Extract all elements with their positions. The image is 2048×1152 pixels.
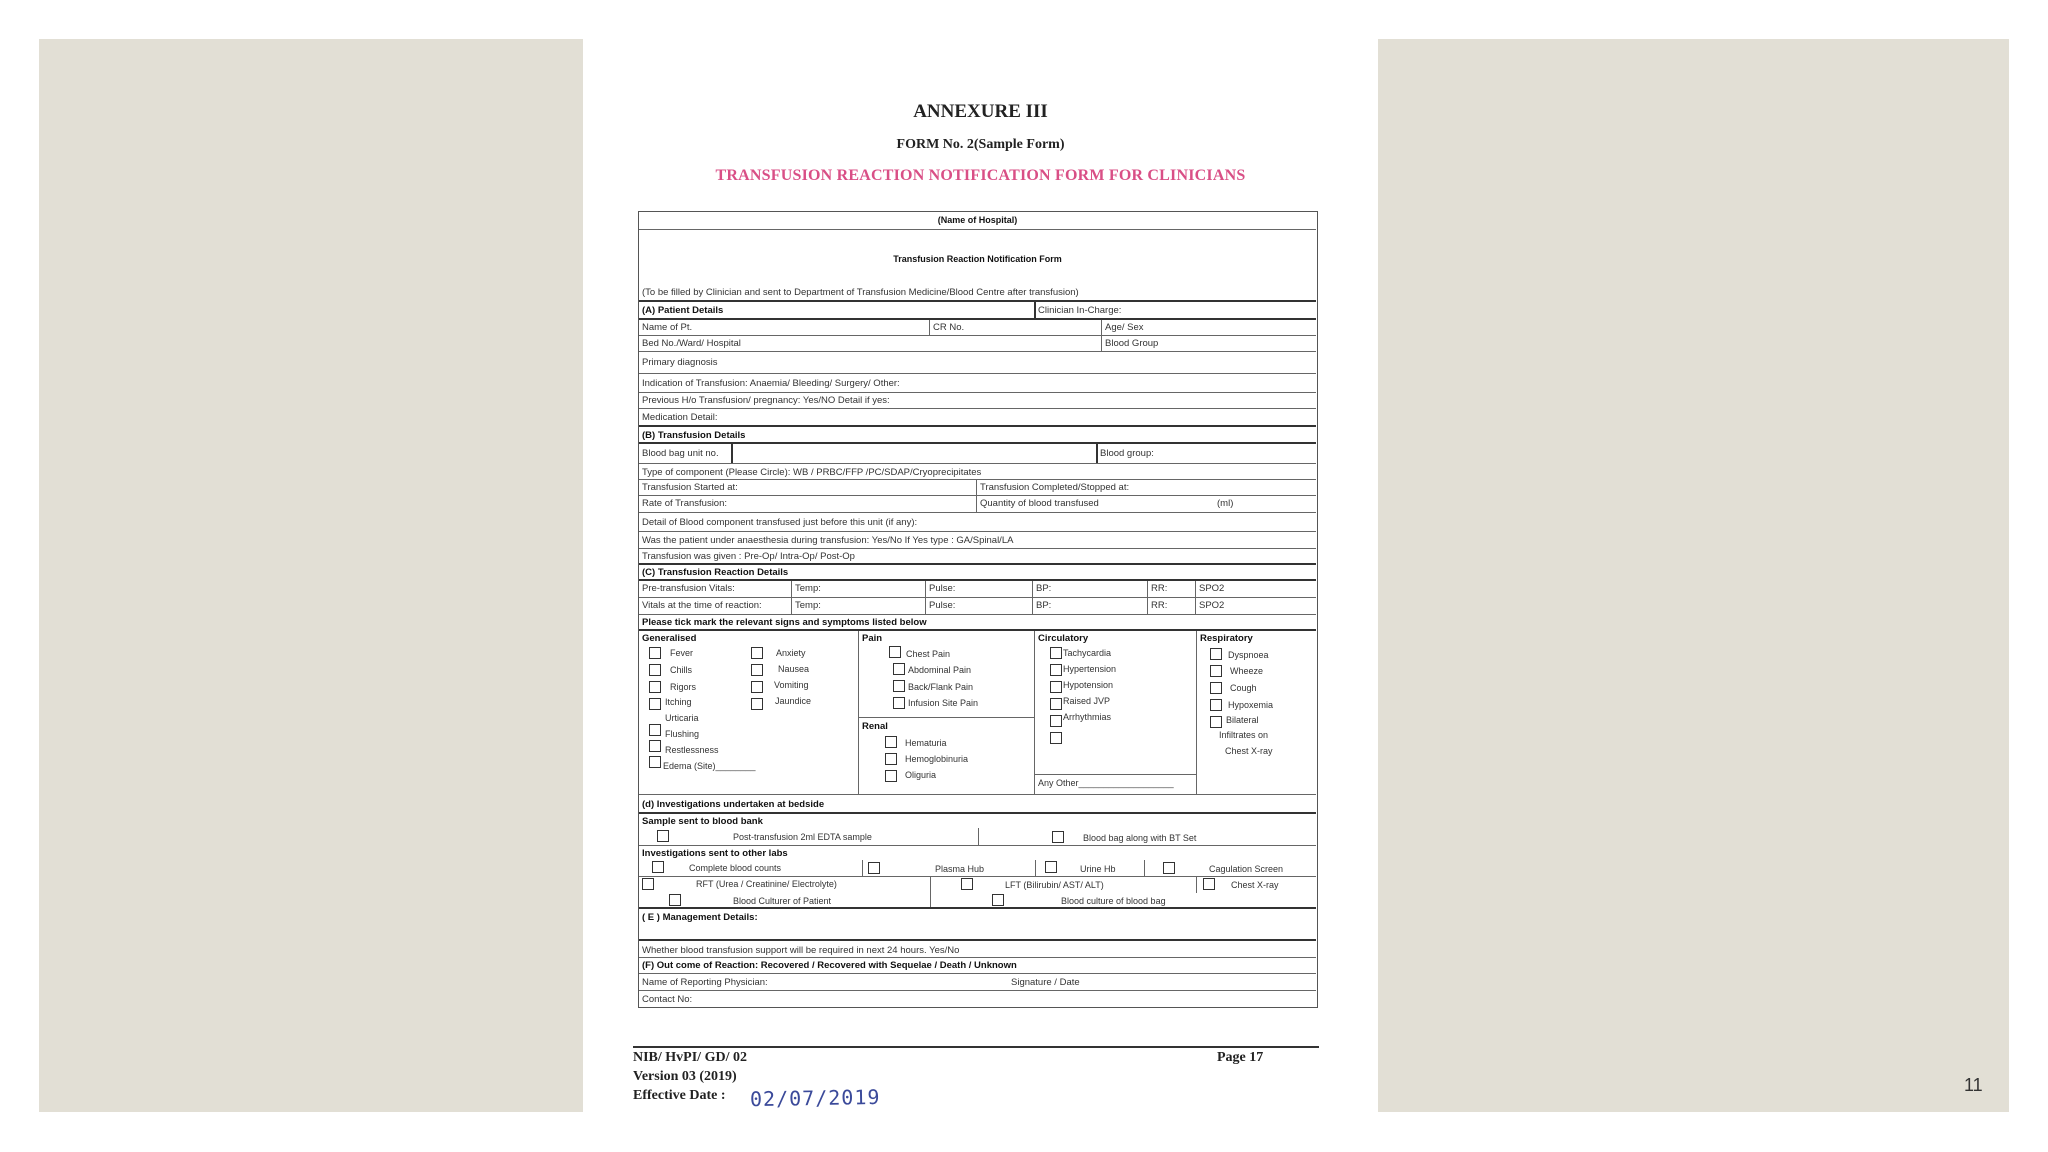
respiratory-header: Respiratory xyxy=(1200,633,1253,644)
temp-label: Temp: xyxy=(795,583,821,594)
abdominal-pain-checkbox[interactable] xyxy=(893,663,905,675)
bag-along-label: Blood bag along with BT Set xyxy=(1083,833,1197,843)
hematuria-checkbox[interactable] xyxy=(885,736,897,748)
hemoglobinuria-label: Hemoglobinuria xyxy=(905,754,969,764)
bag-unit-row xyxy=(639,444,1316,464)
any-other-divider xyxy=(1034,774,1196,775)
pre-vitals-row xyxy=(639,581,1316,598)
jaundice-checkbox[interactable] xyxy=(751,698,763,710)
chest-pain-label: Chest Pain xyxy=(906,649,951,659)
flushing-checkbox[interactable] xyxy=(649,724,661,736)
footer-rule xyxy=(633,1046,1319,1048)
quantity-label: Quantity of blood transfused xyxy=(980,498,1099,509)
management-row xyxy=(639,909,1316,941)
rr-label: RR: xyxy=(1151,600,1168,611)
age-sex-label: Age/ Sex xyxy=(1105,322,1144,333)
support-label: Whether blood transfusion support will be required in next 24 hours. Yes/No xyxy=(642,945,960,956)
divider xyxy=(1096,444,1098,463)
signature-label: Signature / Date xyxy=(1011,977,1080,988)
culture-bag-checkbox[interactable] xyxy=(992,894,1004,906)
arrhythmias-label: Arrhythmias xyxy=(1063,712,1112,722)
bag-group-label: Blood group: xyxy=(1100,448,1154,459)
cough-checkbox[interactable] xyxy=(1210,682,1222,694)
tick-note: Please tick mark the relevant signs and symptoms listed below xyxy=(642,617,927,628)
sample-sent-label: Sample sent to blood bank xyxy=(642,816,763,827)
contact-label: Contact No: xyxy=(642,994,693,1005)
spo2-label: SPO2 xyxy=(1199,583,1225,594)
given-label: Transfusion was given : Pre-Op/ Intra-Op/ Post-Op xyxy=(642,551,855,562)
restlessness-label: Restlessness xyxy=(665,745,719,755)
hospital-row xyxy=(639,212,1316,230)
anxiety-label: Anxiety xyxy=(776,648,806,658)
post-sample-label: Post-transfusion 2ml EDTA sample xyxy=(733,832,872,842)
edema-checkbox[interactable] xyxy=(649,756,661,768)
vomiting-checkbox[interactable] xyxy=(751,681,763,693)
divider xyxy=(1032,581,1033,597)
started-label: Transfusion Started at: xyxy=(642,482,738,493)
bp-label: BP: xyxy=(1036,583,1052,594)
divider xyxy=(1144,860,1145,876)
circulatory-other-checkbox[interactable] xyxy=(1050,732,1062,744)
urine-hb-label: Urine Hb xyxy=(1080,864,1116,874)
cough-label: Cough xyxy=(1230,683,1257,693)
sample-sent-row xyxy=(639,814,1316,828)
bed-label: Bed No./Ward/ Hospital xyxy=(642,338,741,349)
given-row xyxy=(639,549,1316,565)
form-number: FORM No. 2(Sample Form) xyxy=(896,137,1065,152)
divider xyxy=(929,320,930,335)
page-number: Page 17 xyxy=(1217,1050,1264,1065)
divider xyxy=(976,496,977,512)
ml-label: (ml) xyxy=(1217,498,1234,509)
cxr-checkbox[interactable] xyxy=(1203,878,1215,890)
rft-label: RFT (Urea / Creatinine/ Electrolyte) xyxy=(696,879,837,889)
renal-header: Renal xyxy=(862,721,888,732)
nausea-label: Nausea xyxy=(778,664,810,674)
chest-pain-checkbox[interactable] xyxy=(889,646,901,658)
labs-row-1 xyxy=(639,860,1316,877)
fever-checkbox[interactable] xyxy=(649,647,661,659)
rate-row xyxy=(639,496,1316,513)
bag-unit-label: Blood bag unit no. xyxy=(642,448,719,459)
bag-along-checkbox[interactable] xyxy=(1052,831,1064,843)
anaesthesia-row xyxy=(639,532,1316,549)
form-subtitle: Transfusion Reaction Notification Form xyxy=(893,254,1062,264)
divider xyxy=(1034,631,1035,794)
document-page xyxy=(583,39,1378,1112)
tick-note-row xyxy=(639,615,1316,631)
instruction-text: (To be filled by Clinician and sent to Department of Transfusion Medicine/Blood Centre after transfusion) xyxy=(642,287,1079,298)
rate-label: Rate of Transfusion: xyxy=(642,498,728,509)
anxiety-checkbox[interactable] xyxy=(751,647,763,659)
reaction-vitals-row xyxy=(639,598,1316,615)
labs-row-2 xyxy=(639,877,1316,893)
pre-vitals-label: Pre-transfusion Vitals: xyxy=(642,583,735,594)
bilateral-label: Bilateral xyxy=(1226,715,1259,725)
rigors-checkbox[interactable] xyxy=(649,681,661,693)
divider xyxy=(1147,581,1148,597)
physician-row xyxy=(639,974,1316,991)
chills-label: Chills xyxy=(670,665,693,675)
divider xyxy=(930,893,931,907)
divider xyxy=(1196,631,1197,794)
sample-items-row xyxy=(639,828,1316,846)
itching-label: Itching xyxy=(665,697,692,707)
left-background-panel xyxy=(39,39,583,1112)
arrhythmias-checkbox[interactable] xyxy=(1050,715,1062,727)
other-labs-label: Investigations sent to other labs xyxy=(642,848,788,859)
tachycardia-label: Tachycardia xyxy=(1063,648,1112,658)
blood-group-label: Blood Group xyxy=(1105,338,1159,349)
divider xyxy=(1101,320,1102,335)
spo2-label: SPO2 xyxy=(1199,600,1225,611)
culture-patient-checkbox[interactable] xyxy=(669,894,681,906)
culture-bag-label: Blood culture of blood bag xyxy=(1061,896,1166,906)
section-a-header: (A) Patient Details xyxy=(642,305,724,316)
lft-checkbox[interactable] xyxy=(961,878,973,890)
divider xyxy=(1034,302,1036,318)
section-f-header: (F) Out come of Reaction: Recovered / Recovered with Sequelae / Death / Unknown xyxy=(642,960,1017,971)
divider xyxy=(1196,877,1197,893)
started-row xyxy=(639,480,1316,496)
transfusion-details-header-row xyxy=(639,427,1316,444)
rigors-label: Rigors xyxy=(670,682,697,692)
fever-label: Fever xyxy=(670,648,694,658)
back-pain-checkbox[interactable] xyxy=(893,680,905,692)
divider xyxy=(925,581,926,597)
bilateral-infiltrates-checkbox[interactable] xyxy=(1210,716,1222,728)
medication-label: Medication Detail: xyxy=(642,412,718,423)
previous-transfusion-label: Previous H/o Transfusion/ pregnancy: Yes/NO Detail if yes: xyxy=(642,395,890,406)
restlessness-checkbox[interactable] xyxy=(649,740,661,752)
hypoxemia-label: Hypoxemia xyxy=(1228,700,1274,710)
nausea-checkbox[interactable] xyxy=(751,664,763,676)
clinician-label: Clinician In-Charge: xyxy=(1038,305,1122,316)
oliguria-label: Oliguria xyxy=(905,770,937,780)
divider xyxy=(978,828,979,845)
hypotension-checkbox[interactable] xyxy=(1050,681,1062,693)
instruction-row xyxy=(639,230,1316,302)
divider xyxy=(976,480,977,495)
right-background-panel xyxy=(1378,39,2009,1112)
circulatory-header: Circulatory xyxy=(1038,633,1089,644)
divider xyxy=(1195,598,1196,614)
divider xyxy=(1101,336,1102,351)
medication-row xyxy=(639,409,1316,427)
document-version: Version 03 (2019) xyxy=(633,1069,737,1084)
effective-date-label: Effective Date : xyxy=(633,1088,726,1103)
support-row xyxy=(639,941,1316,958)
generalised-header: Generalised xyxy=(642,633,697,644)
section-c-header: (C) Transfusion Reaction Details xyxy=(642,567,789,578)
coag-label: Cagulation Screen xyxy=(1209,864,1284,874)
component-row xyxy=(639,464,1316,480)
contact-row xyxy=(639,991,1316,1007)
urticaria-label: Urticaria xyxy=(665,713,699,723)
section-e-header: ( E ) Management Details: xyxy=(642,912,758,923)
indication-label: Indication of Transfusion: Anaemia/ Bleeding/ Surgery/ Other: xyxy=(642,378,900,389)
hematuria-label: Hematuria xyxy=(905,738,947,748)
back-pain-label: Back/Flank Pain xyxy=(908,682,974,692)
effective-date-handwritten: 02/07/2019 xyxy=(749,1084,881,1112)
abdominal-pain-label: Abdominal Pain xyxy=(908,665,972,675)
chest-xray-label: Chest X-ray xyxy=(1225,746,1273,756)
physician-label: Name of Reporting Physician: xyxy=(642,977,768,988)
previous-component-row xyxy=(639,513,1316,532)
outcome-row xyxy=(639,958,1316,974)
cbc-checkbox[interactable] xyxy=(652,861,664,873)
hypertension-checkbox[interactable] xyxy=(1050,664,1062,676)
vomiting-label: Vomiting xyxy=(774,680,809,690)
patient-name-label: Name of Pt. xyxy=(642,322,693,333)
plasma-hb-checkbox[interactable] xyxy=(868,862,880,874)
bp-label: BP: xyxy=(1036,600,1052,611)
symptoms-grid xyxy=(639,631,1316,795)
divider xyxy=(1195,581,1196,597)
rr-label: RR: xyxy=(1151,583,1168,594)
lft-label: LFT (Bilirubin/ AST/ ALT) xyxy=(1005,880,1104,890)
hospital-name: (Name of Hospital) xyxy=(937,215,1018,225)
any-other-label: Any Other___________________ xyxy=(1038,778,1174,788)
oliguria-checkbox[interactable] xyxy=(885,770,897,782)
temp-label: Temp: xyxy=(795,600,821,611)
patient-details-header-row xyxy=(639,302,1316,320)
itching-checkbox[interactable] xyxy=(649,698,661,710)
section-b-header: (B) Transfusion Details xyxy=(642,430,746,441)
slide-number: 11 xyxy=(1964,1075,1983,1095)
jaundice-label: Jaundice xyxy=(775,696,812,706)
wheeze-label: Wheeze xyxy=(1230,666,1264,676)
section-d-header: (d) Investigations undertaken at bedside xyxy=(642,799,825,810)
urine-hb-checkbox[interactable] xyxy=(1045,861,1057,873)
divider xyxy=(930,877,931,893)
cr-no-label: CR No. xyxy=(933,322,965,333)
other-labs-row xyxy=(639,846,1316,860)
divider xyxy=(925,598,926,614)
pulse-label: Pulse: xyxy=(929,600,956,611)
hypotension-label: Hypotension xyxy=(1063,680,1114,690)
post-sample-checkbox[interactable] xyxy=(657,830,669,842)
cbc-label: Complete blood counts xyxy=(689,863,782,873)
flushing-label: Flushing xyxy=(665,729,700,739)
hemoglobinuria-checkbox[interactable] xyxy=(885,753,897,765)
reaction-vitals-label: Vitals at the time of reaction: xyxy=(642,600,762,611)
edema-label: Edema (Site)________ xyxy=(663,761,756,771)
dyspnoea-label: Dyspnoea xyxy=(1228,650,1269,660)
divider xyxy=(791,598,792,614)
hypertension-label: Hypertension xyxy=(1063,664,1117,674)
anaesthesia-label: Was the patient under anaesthesia during transfusion: Yes/No If Yes type : GA/Spinal/LA xyxy=(642,535,1014,546)
divider xyxy=(791,581,792,597)
chills-checkbox[interactable] xyxy=(649,664,661,676)
renal-divider xyxy=(858,717,1034,718)
divider xyxy=(858,631,859,794)
investigations-header-row xyxy=(639,795,1316,814)
raised-jvp-label: Raised JVP xyxy=(1063,696,1111,706)
diagnosis-label: Primary diagnosis xyxy=(642,357,718,368)
dyspnoea-checkbox[interactable] xyxy=(1210,648,1222,660)
completed-label: Transfusion Completed/Stopped at: xyxy=(980,482,1130,493)
culture-patient-label: Blood Culturer of Patient xyxy=(733,896,832,906)
name-row xyxy=(639,320,1316,336)
divider xyxy=(1147,598,1148,614)
divider xyxy=(1032,598,1033,614)
component-label: Type of component (Please Circle): WB / PRBC/FFP /PC/SDAP/Cryoprecipitates xyxy=(642,467,982,478)
infiltrates-label: Infiltrates on xyxy=(1219,730,1269,740)
infusion-site-pain-checkbox[interactable] xyxy=(893,697,905,709)
coag-checkbox[interactable] xyxy=(1163,862,1175,874)
cxr-label: Chest X-ray xyxy=(1231,880,1279,890)
notification-form xyxy=(638,211,1318,1008)
wheeze-checkbox[interactable] xyxy=(1210,665,1222,677)
annexure-title: ANNEXURE III xyxy=(913,101,1048,122)
divider xyxy=(1035,860,1036,876)
divider xyxy=(862,860,863,876)
diagnosis-row xyxy=(639,352,1316,374)
pain-header: Pain xyxy=(862,633,883,644)
raised-jvp-checkbox[interactable] xyxy=(1050,698,1062,710)
divider xyxy=(731,444,733,463)
previous-component-label: Detail of Blood component transfused just before this unit (if any): xyxy=(642,517,918,528)
tachycardia-checkbox[interactable] xyxy=(1050,647,1062,659)
indication-row xyxy=(639,374,1316,393)
form-title: TRANSFUSION REACTION NOTIFICATION FORM FOR CLINICIANS xyxy=(715,167,1246,184)
plasma-hb-label: Plasma Hub xyxy=(935,864,985,874)
pulse-label: Pulse: xyxy=(929,583,956,594)
hypoxemia-checkbox[interactable] xyxy=(1210,699,1222,711)
infusion-site-pain-label: Infusion Site Pain xyxy=(908,698,979,708)
rft-checkbox[interactable] xyxy=(642,878,654,890)
reaction-details-header-row xyxy=(639,565,1316,581)
previous-row xyxy=(639,393,1316,409)
document-code: NIB/ HvPI/ GD/ 02 xyxy=(633,1050,747,1065)
labs-row-3 xyxy=(639,893,1316,909)
bed-row xyxy=(639,336,1316,352)
